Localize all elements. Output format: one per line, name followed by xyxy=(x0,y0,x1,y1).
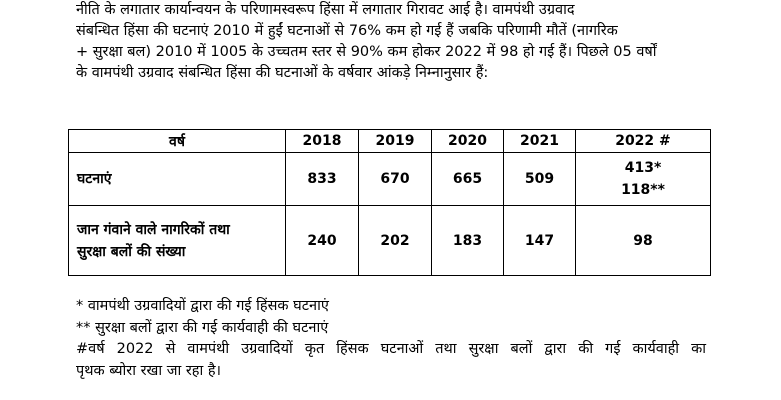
intro-paragraph xyxy=(76,0,706,84)
table-cell: 98 xyxy=(576,206,711,276)
cell-line: 118** xyxy=(621,182,665,198)
header-year-label: वर्ष xyxy=(69,130,286,153)
header-year: 2018 xyxy=(286,130,359,153)
header-year: 2021 xyxy=(504,130,576,153)
row-label-line: जान गंवाने वाले नागरिकों तथा xyxy=(77,221,230,238)
footnote: ** सुरक्षा बलों द्वारा की गई कार्यवाही की घटनाएं xyxy=(76,319,329,336)
header-year: 2019 xyxy=(359,130,432,153)
intro-line: + सुरक्षा बल) 2010 में 1005 के उच्चतम स्तर से 90% कम होकर 2022 में 98 हो गई हैं। पिछले 05 वर्षों xyxy=(76,44,657,60)
intro-line: नीति के लगातार कार्यान्वयन के परिणामस्वरूप हिंसा में लगातार गिरावट आई है। वामपंथी उग्रवाद xyxy=(76,2,575,18)
table-row-deaths xyxy=(69,206,711,276)
table-cell: 183 xyxy=(432,206,504,276)
cell-line: 413* xyxy=(624,160,662,176)
row-label-line: सुरक्षा बलों की संख्या xyxy=(77,243,186,260)
header-year: 2022 # xyxy=(576,130,711,153)
header-year: 2020 xyxy=(432,130,504,153)
violence-statistics-table xyxy=(68,129,711,276)
row-label xyxy=(69,206,286,276)
footnote: * वामपंथी उग्रवादियों द्वारा की गई हिंसक घटनाएं xyxy=(76,298,329,314)
footnotes xyxy=(76,296,706,382)
table-cell: 509 xyxy=(504,153,576,206)
row-label: घटनाएं xyxy=(69,153,286,206)
footnote: पृथक ब्योरा रखा जा रहा है। xyxy=(76,362,222,379)
footnote: #वर्ष 2022 से वामपंथी उग्रवादियों कृत हिंसक घटनाओं तथा सुरक्षा बलों द्वारा की गई कार्यवाही का xyxy=(76,341,706,357)
table-cell: 670 xyxy=(359,153,432,206)
table-cell: 833 xyxy=(286,153,359,206)
table-header-row xyxy=(69,130,711,153)
table-row-incidents xyxy=(69,153,711,206)
intro-line: के वामपंथी उग्रवाद संबन्धित हिंसा की घटनाओं के वर्षवार आंकड़े निम्नानुसार हैं: xyxy=(76,65,489,81)
table-cell: 202 xyxy=(359,206,432,276)
table-cell-split xyxy=(576,153,711,206)
table-cell: 240 xyxy=(286,206,359,276)
table-cell: 147 xyxy=(504,206,576,276)
intro-line: संबन्धित हिंसा की घटनाएं 2010 में हुईं घटनाओं से 76% कम हो गई हैं जबकि परिणामी मौतें (नागरिक xyxy=(76,23,618,39)
table-cell: 665 xyxy=(432,153,504,206)
